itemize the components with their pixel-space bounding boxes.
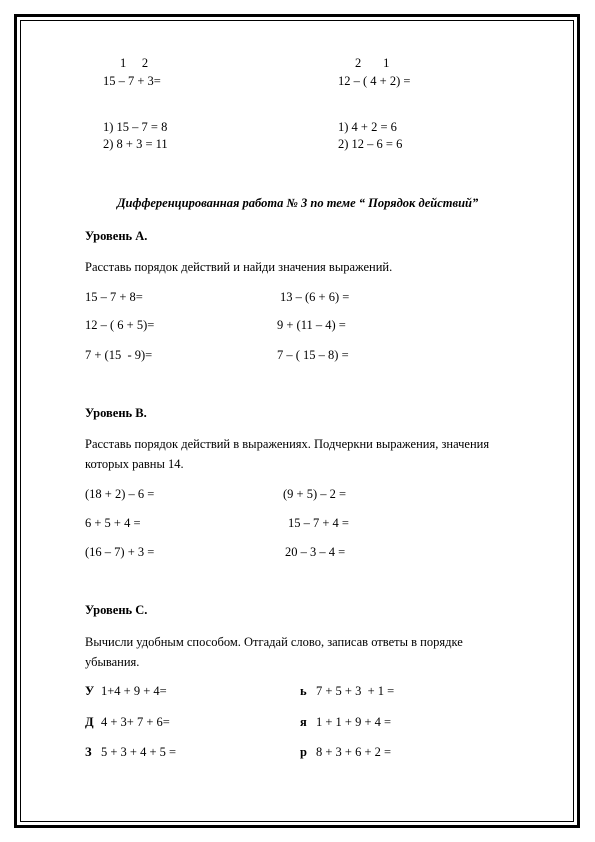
- level-a-expr-left-2: 12 – ( 6 + 5)=: [85, 318, 155, 332]
- example-left-step2: 2) 8 + 3 = 11: [103, 137, 168, 151]
- level-c-letter-left-1: У: [85, 684, 95, 698]
- example-right-expression: 12 – ( 4 + 2) =: [338, 74, 411, 88]
- level-a-heading: Уровень А.: [85, 229, 148, 243]
- level-c-expr-right-2: 1 + 1 + 9 + 4 =: [316, 715, 392, 729]
- level-c-letter-left-3: З: [85, 745, 92, 759]
- level-a-expr-left-1: 15 – 7 + 8=: [85, 290, 143, 304]
- level-b-expr-left-3: (16 – 7) + 3 =: [85, 545, 155, 559]
- level-a-expr-right-3: 7 – ( 15 – 8) =: [277, 348, 349, 362]
- level-c-heading: Уровень С.: [85, 603, 148, 617]
- example-left-order: 1 2: [120, 56, 149, 70]
- level-c-letter-right-3: р: [300, 745, 307, 759]
- level-b-heading: Уровень В.: [85, 406, 147, 420]
- level-a-expr-right-1: 13 – (6 + 6) =: [280, 290, 350, 304]
- level-b-task-line2: которых равны 14.: [85, 457, 184, 471]
- example-left-step1: 1) 15 – 7 = 8: [103, 120, 168, 134]
- example-left-expression: 15 – 7 + 3=: [103, 74, 161, 88]
- level-c-task-line1: Вычисли удобным способом. Отгадай слово, записав ответы в порядке: [85, 635, 463, 649]
- level-b-expr-left-1: (18 + 2) – 6 =: [85, 487, 155, 501]
- level-a-expr-right-2: 9 + (11 – 4) =: [277, 318, 346, 332]
- level-b-expr-left-2: 6 + 5 + 4 =: [85, 516, 141, 530]
- level-b-task-line1: Расставь порядок действий в выражениях. Подчеркни выражения, значения: [85, 437, 490, 451]
- level-c-expr-left-1: 1+4 + 9 + 4=: [101, 684, 167, 698]
- level-c-task-line2: убывания.: [85, 655, 140, 669]
- level-b-expr-right-3: 20 – 3 – 4 =: [285, 545, 346, 559]
- level-c-expr-left-2: 4 + 3+ 7 + 6=: [101, 715, 170, 729]
- level-c-expr-left-3: 5 + 3 + 4 + 5 =: [101, 745, 177, 759]
- level-c-letter-right-2: я: [300, 715, 307, 729]
- example-right-step1: 1) 4 + 2 = 6: [338, 120, 397, 134]
- level-a-expr-left-3: 7 + (15 - 9)=: [85, 348, 153, 362]
- level-c-letter-right-1: ь: [300, 684, 307, 698]
- level-c-letter-left-2: Д: [85, 715, 94, 729]
- level-b-expr-right-1: (9 + 5) – 2 =: [283, 487, 347, 501]
- example-right-order: 2 1: [355, 56, 390, 70]
- worksheet-title: Дифференцированная работа № 3 по теме “ Порядок действий”: [117, 196, 479, 210]
- level-c-expr-right-3: 8 + 3 + 6 + 2 =: [316, 745, 392, 759]
- example-right-step2: 2) 12 – 6 = 6: [338, 137, 403, 151]
- level-a-task: Расставь порядок действий и найди значения выражений.: [85, 260, 393, 274]
- level-c-expr-right-1: 7 + 5 + 3 + 1 =: [316, 684, 395, 698]
- level-b-expr-right-2: 15 – 7 + 4 =: [288, 516, 349, 530]
